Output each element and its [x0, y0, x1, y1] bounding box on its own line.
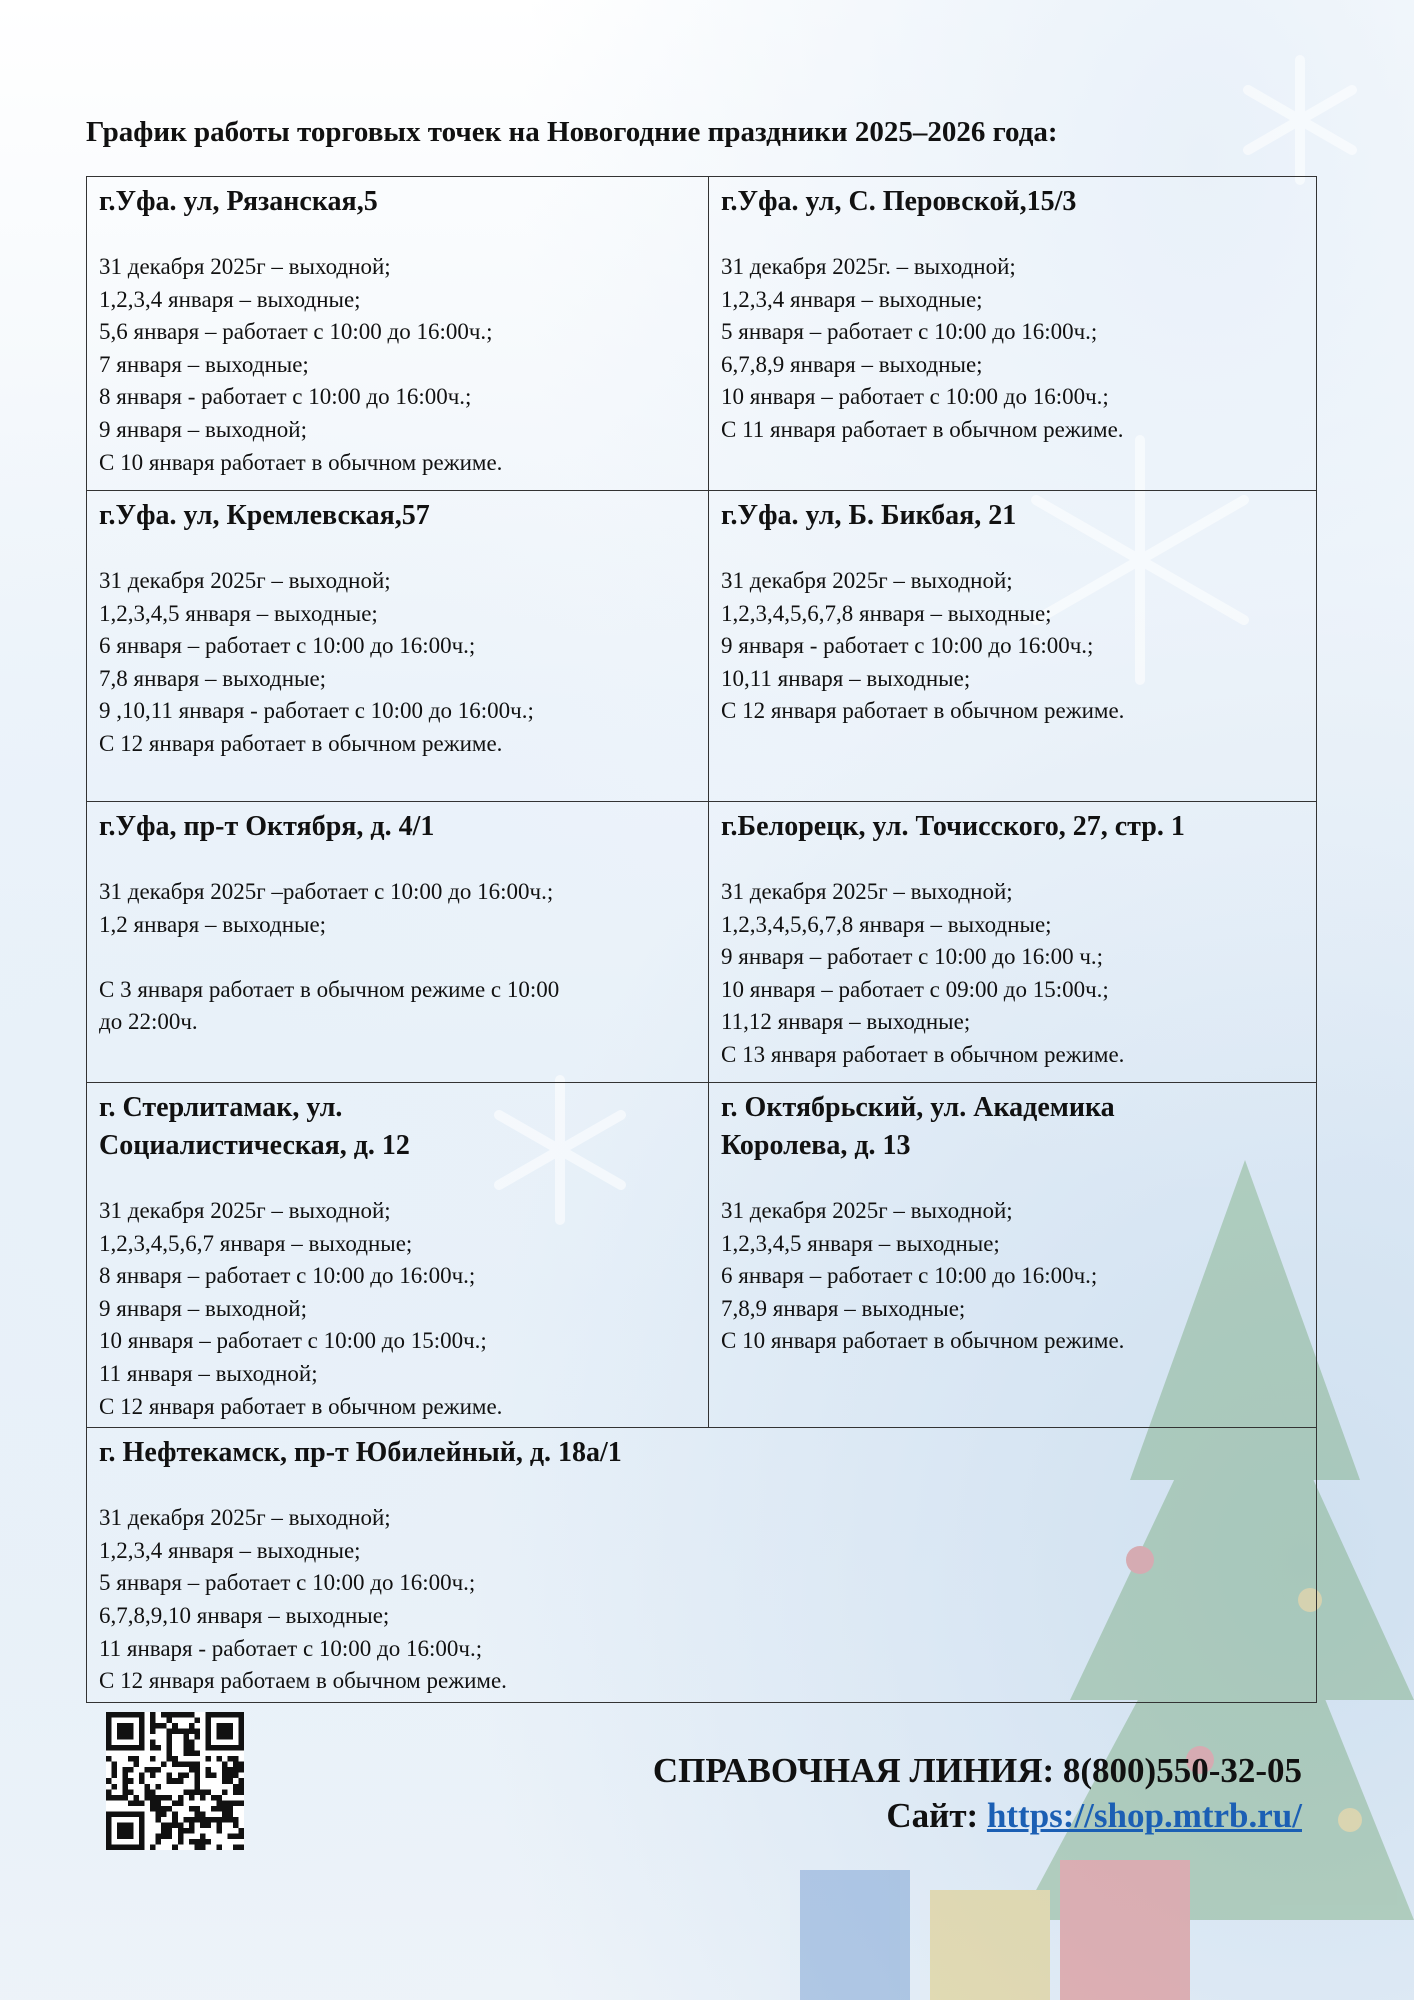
schedule-line: 7,8 января – выходные; — [99, 665, 327, 691]
schedule-line: 1,2,3,4 января – выходные; — [99, 1537, 361, 1563]
schedule-line: С 12 января работает в обычном режиме. — [99, 730, 503, 756]
store-cell-kremlevskaya — [87, 491, 709, 802]
schedule-line: 31 декабря 2025г – выходной; — [721, 1198, 1013, 1223]
schedule-line: С 11 января работает в обычном режиме. — [721, 416, 1124, 442]
schedule-line: 1,2,3,4,5 января – выходные; — [721, 1230, 1000, 1256]
schedule-line: 5 января – работает с 10:00 до 16:00ч.; — [99, 1570, 476, 1596]
store-name: г.Уфа. ул, Кремлевская,57 — [99, 500, 430, 531]
schedule-line: 1,2,3,4,5,6,7,8 января – выходные; — [721, 911, 1052, 937]
schedule-line: 8 января – работает с 10:00 до 16:00ч.; — [99, 1263, 476, 1289]
schedule-line: 9 января - работает с 10:00 до 16:00ч.; — [721, 633, 1094, 659]
store-name: г. Нефтекамск, пр-т Юбилейный, д. 18а/1 — [99, 1437, 622, 1469]
store-name-line: г. Октябрьский, ул. Академика — [721, 1092, 1115, 1123]
schedule-line: 1,2,3,4 января – выходные; — [721, 286, 983, 312]
schedule-line: 5,6 января – работает с 10:00 до 16:00ч.; — [99, 319, 493, 345]
store-cell-perovskoy — [709, 177, 1317, 491]
schedule-line: 6 января – работает с 10:00 до 16:00ч.; — [99, 633, 476, 659]
store-name: г.Белорецк, ул. Точисского, 27, стр. 1 — [721, 811, 1185, 842]
store-cell-oktyabrsky — [709, 1083, 1317, 1428]
schedule-line: 10 января – работает с 10:00 до 16:00ч.; — [721, 384, 1109, 410]
store-cell-neftekamsk — [87, 1428, 1317, 1703]
schedule-table — [86, 176, 1317, 1703]
schedule-line: 31 декабря 2025г – выходной; — [721, 568, 1013, 593]
site-row — [653, 1793, 1302, 1838]
schedule-line: 31 декабря 2025г – выходной; — [99, 1198, 391, 1223]
schedule-line: 31 декабря 2025г –работает с 10:00 до 16:00ч.; — [99, 879, 554, 904]
store-cell-bikbaya — [709, 491, 1317, 802]
store-name: г.Уфа. ул, Б. Бикбая, 21 — [721, 500, 1017, 531]
schedule-line: 9 января – выходной; — [99, 1295, 307, 1321]
schedule-line: С 3 января работает в обычном режиме с 10:00 — [99, 976, 560, 1002]
store-cell-oktyabrya — [87, 802, 709, 1083]
store-name — [721, 1089, 1304, 1165]
store-cell-sterlitamak — [87, 1083, 709, 1428]
store-name-line: г. Стерлитамак, ул. — [99, 1092, 343, 1123]
store-name-line: Социалистическая, д. 12 — [99, 1130, 410, 1161]
schedule-line: 31 декабря 2025г – выходной; — [99, 254, 391, 279]
schedule-line: С 12 января работает в обычном режиме. — [99, 1393, 503, 1419]
schedule-line: 1,2 января – выходные; — [99, 911, 327, 937]
schedule-line: 8 января - работает с 10:00 до 16:00ч.; — [99, 384, 472, 410]
schedule-line: 6,7,8,9 января – выходные; — [721, 351, 983, 377]
hotline-text: СПРАВОЧНАЯ ЛИНИЯ: 8(800)550-32-05 — [652, 1751, 1302, 1790]
schedule-line: 31 декабря 2025г. – выходной; — [721, 254, 1016, 279]
schedule-line: С 12 января работает в обычном режиме. — [721, 698, 1125, 724]
store-name-line: Королева, д. 13 — [721, 1130, 911, 1161]
schedule-line: 6 января – работает с 10:00 до 16:00ч.; — [721, 1263, 1098, 1289]
schedule-line: 9 января – выходной; — [99, 416, 307, 442]
schedule-line: 9 января – работает с 10:00 до 16:00 ч.; — [721, 944, 1104, 970]
footer — [653, 1748, 1302, 1838]
schedule-line: С 10 января работает в обычном режиме. — [99, 449, 503, 475]
schedule-line: 1,2,3,4 января – выходные; — [99, 286, 361, 312]
schedule-line: 6,7,8,9,10 января – выходные; — [99, 1602, 390, 1628]
schedule-line: 10 января – работает с 10:00 до 15:00ч.; — [99, 1328, 487, 1354]
schedule-line: 10 января – работает с 09:00 до 15:00ч.; — [721, 976, 1109, 1002]
schedule-line: 9 ,10,11 января - работает с 10:00 до 16:00ч.; — [99, 698, 534, 724]
site-link[interactable]: https://shop.mtrb.ru/ — [986, 1796, 1302, 1835]
schedule-line: 31 декабря 2025г – выходной; — [721, 879, 1013, 904]
schedule-line: 7 января – выходные; — [99, 351, 309, 377]
store-cell-beloretsk — [709, 802, 1317, 1083]
schedule-line: 31 декабря 2025г – выходной; — [99, 568, 391, 593]
store-name — [99, 1089, 696, 1165]
qr-code-icon — [106, 1712, 244, 1850]
schedule-line: 11 января - работает с 10:00 до 16:00ч.; — [99, 1635, 483, 1661]
schedule-line: 10,11 января – выходные; — [721, 665, 971, 691]
store-name: г.Уфа. ул, Рязанская,5 — [99, 186, 378, 217]
schedule-line: 31 декабря 2025г – выходной; — [99, 1505, 391, 1531]
schedule-line: С 10 января работает в обычном режиме. — [721, 1328, 1125, 1354]
schedule-line: до 22:00ч. — [99, 1009, 198, 1035]
schedule-line: 1,2,3,4,5,6,7 января – выходные; — [99, 1230, 413, 1256]
site-label: Сайт: — [886, 1796, 987, 1835]
page-title: График работы торговых точек на Новогодние праздники 2025–2026 года: — [86, 116, 1058, 148]
schedule-line: 7,8,9 января – выходные; — [721, 1295, 966, 1321]
schedule-line: 11,12 января – выходные; — [721, 1009, 971, 1035]
schedule-line: С 13 января работает в обычном режиме. — [721, 1041, 1125, 1067]
schedule-line: 5 января – работает с 10:00 до 16:00ч.; — [721, 319, 1098, 345]
store-name: г.Уфа, пр-т Октября, д. 4/1 — [99, 811, 435, 842]
store-name: г.Уфа. ул, С. Перовской,15/3 — [721, 186, 1077, 217]
schedule-line: 1,2,3,4,5,6,7,8 января – выходные; — [721, 600, 1052, 626]
schedule-line: 1,2,3,4,5 января – выходные; — [99, 600, 378, 626]
store-cell-ryazanskaya — [87, 177, 709, 491]
spacer — [99, 941, 696, 974]
schedule-line: 11 января – выходной; — [99, 1360, 318, 1386]
schedule-line: С 12 января работаем в обычном режиме. — [99, 1668, 507, 1694]
